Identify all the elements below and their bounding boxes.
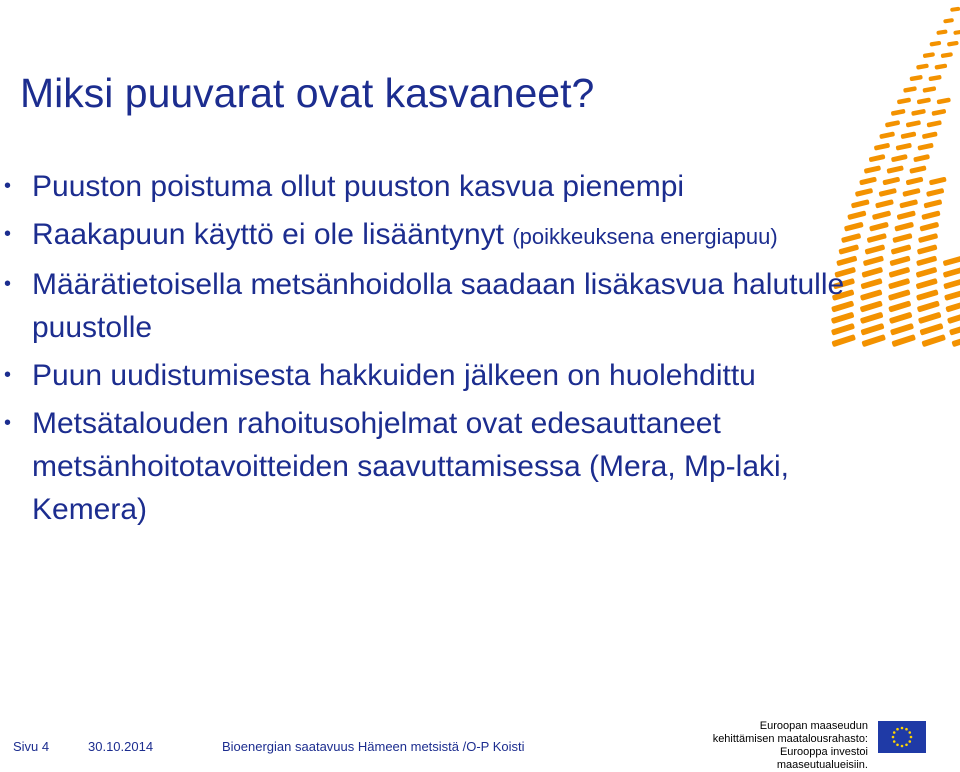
eu-flag-icon bbox=[878, 721, 926, 753]
footer-date: 30.10.2014 bbox=[88, 739, 154, 754]
bullet-icon: • bbox=[4, 412, 12, 434]
bullet-item bbox=[0, 263, 860, 349]
bullet-text: Raakapuun käyttö ei ole lisääntynyt bbox=[32, 218, 504, 251]
eu-fund-line: kehittämisen maatalousrahasto: bbox=[712, 733, 868, 745]
bullet-list bbox=[0, 165, 860, 531]
bullet-icon: • bbox=[4, 223, 12, 245]
bullet-item bbox=[0, 354, 860, 397]
footer-title: Bioenergian saatavuus Hämeen metsistä /O-P Koisti bbox=[222, 739, 525, 754]
eu-fund-text bbox=[700, 720, 868, 772]
eu-fund-line: Eurooppa investoi maaseutualueisiin. bbox=[776, 746, 868, 771]
bullet-item bbox=[0, 402, 860, 531]
bullet-text: Metsätalouden rahoitusohjelmat ovat edesauttaneet metsänhoitotavoitteiden saavuttamisessa (Mera, Mp-laki, Kemera) bbox=[32, 407, 790, 526]
bullet-note: (poikkeuksena energiapuu) bbox=[512, 224, 778, 249]
eu-fund-line: Euroopan maaseudun bbox=[759, 720, 868, 732]
bullet-icon: • bbox=[4, 364, 12, 386]
bullet-text: Puun uudistumisesta hakkuiden jälkeen on huolehdittu bbox=[32, 359, 756, 392]
bullet-item bbox=[0, 213, 860, 258]
bullet-item bbox=[0, 165, 860, 208]
bullet-text: Määrätietoisella metsänhoidolla saadaan lisäkasvua halutulle puustolle bbox=[32, 268, 845, 344]
bullet-icon: • bbox=[4, 175, 12, 197]
bullet-icon: • bbox=[4, 273, 12, 295]
page-title: Miksi puuvarat ovat kasvaneet? bbox=[20, 70, 595, 116]
bullet-text: Puuston poistuma ollut puuston kasvua pienempi bbox=[32, 170, 685, 203]
footer-page-number: Sivu 4 bbox=[13, 739, 50, 754]
